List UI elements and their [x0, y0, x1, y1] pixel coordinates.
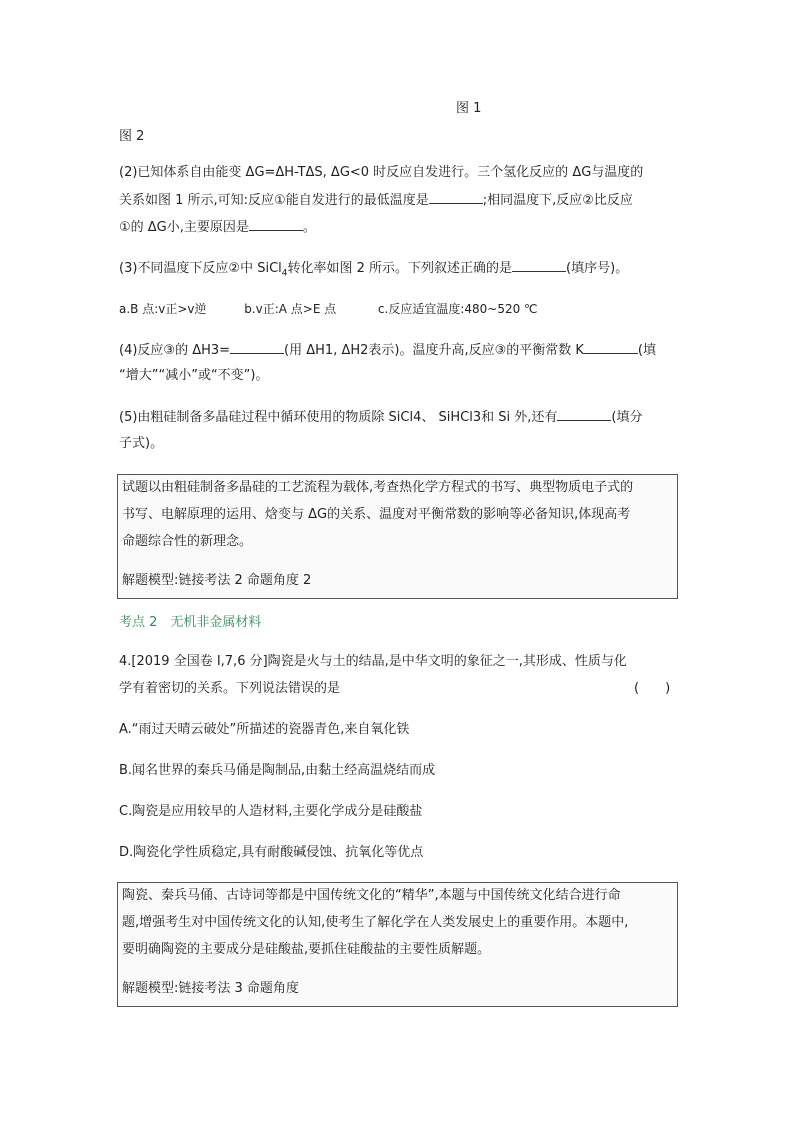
q4-text: (4)反应③的 ΔH3= [119, 343, 231, 358]
analysis-line-2: 书写、电解原理的运用、焓变与 ΔG的关系、温度对平衡常数的影响等必备知识,体现高考 [122, 507, 631, 522]
q3-option-a: a.B 点:v正>v逆 [119, 302, 207, 316]
answer-blank[interactable] [512, 259, 566, 272]
q3-text: (3)不同温度下反应②中 SiCl [119, 261, 282, 276]
analysis-box-1 [117, 474, 678, 599]
q4-line-2: “增大”“减小”或“不变”)。 [119, 368, 269, 383]
analysis-line-3: 要明确陶瓷的主要成分是硅酸盐,要抓住硅酸盐的主要性质解题。 [122, 942, 491, 957]
solution-model: 解题模型:链接考法 3 命题角度 [122, 981, 299, 996]
figure-2-caption: 图 2 [119, 129, 145, 144]
analysis-line-2: 题,增强考生对中国传统文化的认知,使考生了解化学在人类发展史上的重要作用。本题中, [122, 915, 629, 930]
solution-model: 解题模型:链接考法 2 命题角度 2 [122, 573, 312, 588]
section-title: 考点 2 无机非金属材料 [119, 615, 262, 630]
question-4-line-1: 4.[2019 全国卷 Ⅰ,7,6 分]陶瓷是火与土的结晶,是中华文明的象征之一,其形成、性质与化 [119, 654, 627, 669]
analysis-box-2 [117, 882, 678, 1007]
answer-blank[interactable] [249, 218, 303, 231]
q4-line-1 [119, 341, 656, 360]
answer-blank[interactable] [230, 341, 284, 354]
q3-options [119, 300, 538, 318]
answer-blank[interactable] [584, 341, 638, 354]
question-4-option-d: D.陶瓷化学性质稳定,具有耐酸碱侵蚀、抗氧化等优点 [119, 845, 424, 860]
analysis-line-1: 陶瓷、秦兵马俑、古诗词等都是中国传统文化的“精华”,本题与中国传统文化结合进行命 [122, 888, 621, 903]
q4-text: (用 ΔH1, ΔH2表示)。温度升高,反应③的平衡常数 K [284, 343, 584, 358]
q2-line-2 [119, 191, 633, 210]
q2-text: ;相同温度下,反应②比反应 [482, 193, 633, 208]
q2-text: 关系如图 1 所示,可知:反应①能自发进行的最低温度是 [119, 193, 429, 208]
q2-text: ①的 ΔG小,主要原因是 [119, 220, 249, 235]
q2-line-3 [119, 218, 316, 237]
figure-1-caption: 图 1 [456, 101, 482, 116]
analysis-line-3: 命题综合性的新理念。 [122, 534, 253, 549]
q5-line-2: 子式)。 [119, 436, 164, 451]
q3-text: 转化率如图 2 所示。下列叙述正确的是 [287, 261, 513, 276]
q5-line-1 [119, 408, 642, 427]
question-4-line-2: 学有着密切的关系。下列说法错误的是 [119, 681, 341, 696]
q2-text: 。 [302, 220, 316, 235]
analysis-line-1: 试题以由粗硅制备多晶硅的工艺流程为载体,考查热化学方程式的书写、典型物质电子式的 [122, 480, 634, 495]
q3-subscript: 4 [281, 268, 288, 279]
answer-blank[interactable] [557, 408, 611, 421]
question-4-option-a: A.“雨过天晴云破处”所描述的瓷器青色,来自氧化铁 [119, 722, 410, 737]
q2-line-1: (2)已知体系自由能变 ΔG=ΔH-TΔS, ΔG<0 时反应自发进行。三个氢化反应的 ΔG与温度的 [119, 165, 644, 180]
q4-text: (填 [637, 343, 656, 358]
q3-option-c: c.反应适宜温度:480~520 ℃ [377, 302, 538, 316]
question-4-option-b: B.闻名世界的秦兵马俑是陶制品,由黏土经高温烧结而成 [119, 763, 436, 778]
answer-blank[interactable] [429, 191, 483, 204]
answer-paren[interactable]: ( ) [634, 681, 671, 696]
q5-text: (5)由粗硅制备多晶硅过程中循环使用的物质除 SiCl4、 SiHCl3和 Si 外,还有 [119, 410, 558, 425]
q5-text: (填分 [611, 410, 643, 425]
q3-text: (填序号)。 [566, 261, 629, 276]
q3-option-b: b.v正:A 点>E 点 [244, 302, 337, 316]
question-4-option-c: C.陶瓷是应用较早的人造材料,主要化学成分是硅酸盐 [119, 804, 423, 819]
q3-line-1 [119, 259, 628, 283]
